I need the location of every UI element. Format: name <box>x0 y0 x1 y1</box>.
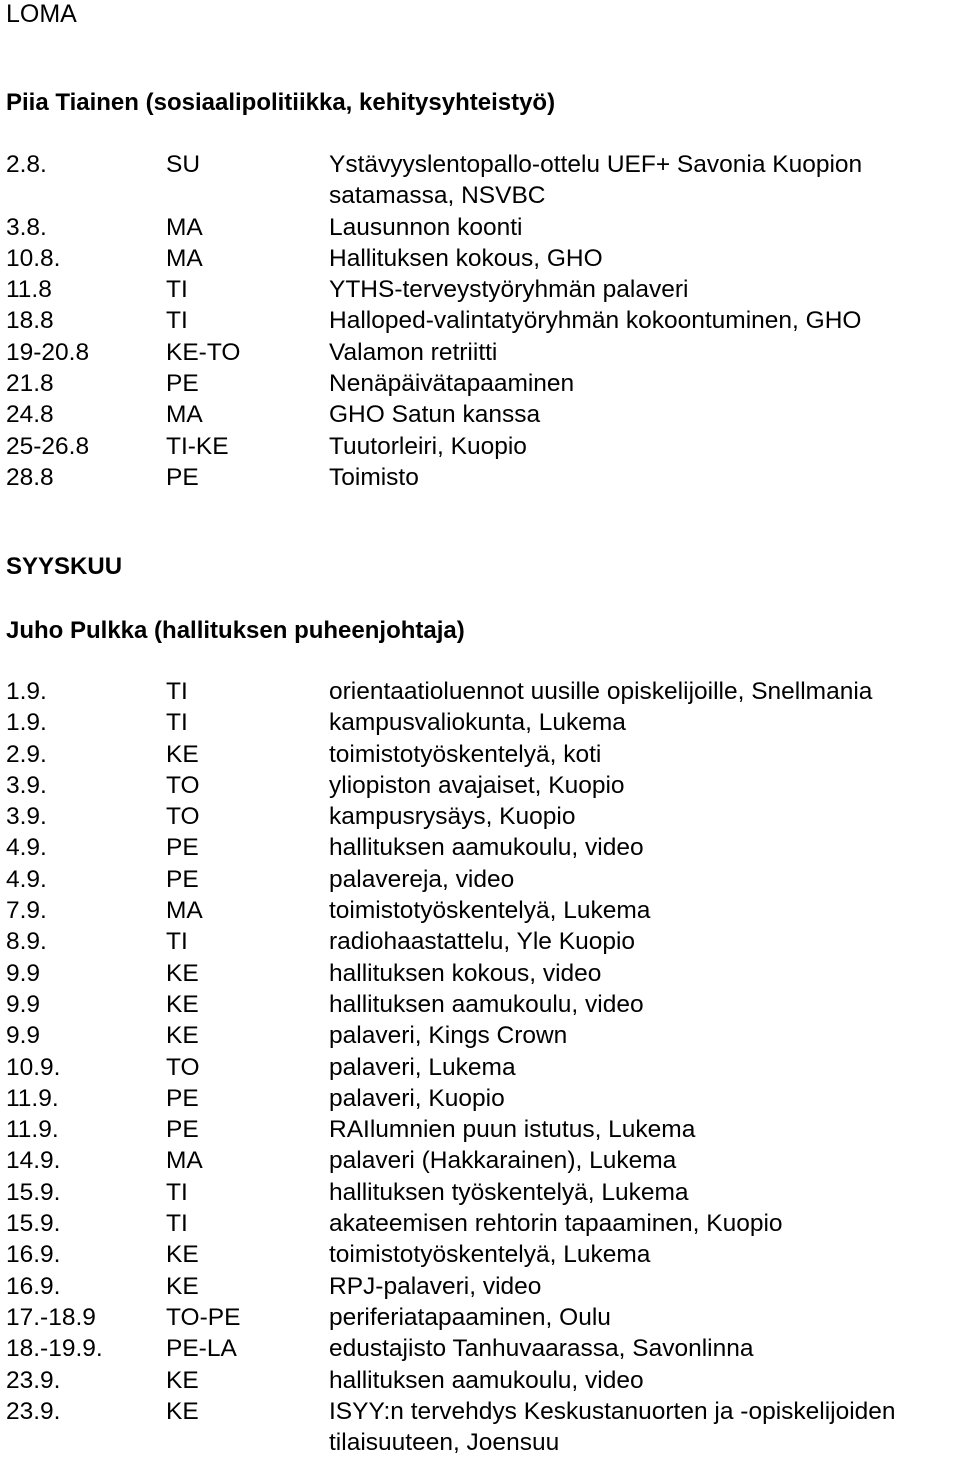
entry-day: KE <box>166 1397 199 1425</box>
entry-event: periferiatapaaminen, Oulu <box>329 1303 611 1331</box>
entry-day: PE-LA <box>166 1335 237 1363</box>
schedule-row <box>6 149 960 212</box>
entry-event: kampusrysäys, Kuopio <box>329 803 576 831</box>
entry-event: akateemisen rehtorin tapaaminen, Kuopio <box>329 1210 783 1238</box>
entry-day: KE <box>166 740 199 768</box>
entry-day: PE <box>166 1116 199 1144</box>
schedule-row <box>6 1145 960 1176</box>
entry-event: Nenäpäivätapaaminen <box>329 370 575 398</box>
entry-event: Tuutorleiri, Kuopio <box>329 432 527 460</box>
schedule-row <box>6 431 960 462</box>
entry-event: hallituksen kokous, video <box>329 959 602 987</box>
entry-date: 1.9. <box>6 709 47 737</box>
schedule-row <box>6 1052 960 1083</box>
entry-day: TO-PE <box>166 1303 241 1331</box>
schedule-row <box>6 243 960 274</box>
entry-date: 17.-18.9 <box>6 1303 96 1331</box>
schedule-row <box>6 274 960 305</box>
schedule-list-2 <box>6 676 960 1458</box>
schedule-row <box>6 739 960 770</box>
entry-date: 24.8 <box>6 401 54 429</box>
entry-day: TO <box>166 1053 200 1081</box>
month-title-loma: LOMA <box>6 0 77 28</box>
entry-event: yliopiston avajaiset, Kuopio <box>329 771 625 799</box>
schedule-row <box>6 958 960 989</box>
entry-date: 7.9. <box>6 897 47 925</box>
entry-date: 11.9. <box>6 1084 59 1112</box>
schedule-row <box>6 1302 960 1333</box>
entry-event: hallituksen aamukoulu, video <box>329 834 644 862</box>
entry-event: Valamon retriitti <box>329 338 498 366</box>
entry-date: 16.9. <box>6 1241 61 1269</box>
entry-date: 4.9. <box>6 834 47 862</box>
entry-day: TI <box>166 307 188 335</box>
entry-event: hallituksen työskentelyä, Lukema <box>329 1178 689 1206</box>
entry-day: KE <box>166 990 199 1018</box>
schedule-row <box>6 676 960 707</box>
entry-day: KE <box>166 959 199 987</box>
person-heading-2: Juho Pulkka (hallituksen puheenjohtaja) <box>6 617 465 644</box>
person-heading-1: Piia Tiainen (sosiaalipolitiikka, kehitysyhteistyö) <box>6 89 556 116</box>
schedule-row <box>6 1208 960 1239</box>
month-title-syyskuu: SYYSKUU <box>6 553 123 580</box>
entry-event: edustajisto Tanhuvaarassa, Savonlinna <box>329 1335 754 1363</box>
entry-date: 4.9. <box>6 865 47 893</box>
entry-event: palaveri (Hakkarainen), Lukema <box>329 1147 677 1175</box>
entry-event: radiohaastattelu, Yle Kuopio <box>329 928 636 956</box>
entry-date: 3.9. <box>6 771 47 799</box>
entry-date: 18.8 <box>6 307 54 335</box>
entry-day: PE <box>166 834 199 862</box>
entry-day: TI-KE <box>166 432 229 460</box>
entry-day: KE <box>166 1241 199 1269</box>
schedule-row <box>6 368 960 399</box>
entry-date: 3.8. <box>6 213 47 241</box>
entry-date: 11.9. <box>6 1116 59 1144</box>
entry-date: 23.9. <box>6 1366 61 1394</box>
entry-day: MA <box>166 1147 203 1175</box>
entry-day: TI <box>166 1178 188 1206</box>
entry-date: 16.9. <box>6 1272 61 1300</box>
entry-day: MA <box>166 401 203 429</box>
entry-event: GHO Satun kanssa <box>329 401 541 429</box>
entry-date: 2.9. <box>6 740 47 768</box>
entry-date: 9.9 <box>6 959 41 987</box>
schedule-row <box>6 864 960 895</box>
entry-event: palaveri, Kings Crown <box>329 1022 568 1050</box>
entry-event: RAIlumnien puun istutus, Lukema <box>329 1116 696 1144</box>
entry-day: PE <box>166 463 199 491</box>
entry-event: toimistotyöskentelyä, Lukema <box>329 897 651 925</box>
entry-date: 15.9. <box>6 1210 61 1238</box>
schedule-list-1 <box>6 149 960 493</box>
entry-date: 18.-19.9. <box>6 1335 103 1363</box>
entry-day: PE <box>166 370 199 398</box>
entry-day: TO <box>166 771 200 799</box>
entry-event: orientaatioluennot uusille opiskelijoille, Snellmania <box>329 678 873 705</box>
schedule-row <box>6 1365 960 1396</box>
schedule-row <box>6 1020 960 1051</box>
schedule-row <box>6 801 960 832</box>
entry-date: 21.8 <box>6 370 54 398</box>
schedule-row <box>6 1177 960 1208</box>
entry-day: TI <box>166 928 188 956</box>
schedule-row <box>6 1114 960 1145</box>
schedule-row <box>6 399 960 430</box>
entry-date: 15.9. <box>6 1178 61 1206</box>
schedule-row <box>6 707 960 738</box>
entry-event: Lausunnon koonti <box>329 213 523 241</box>
schedule-row <box>6 462 960 493</box>
schedule-row <box>6 1239 960 1270</box>
schedule-row <box>6 1396 960 1459</box>
entry-date: 10.8. <box>6 244 61 272</box>
entry-event: Halloped-valintatyöryhmän kokoontuminen, GHO <box>329 307 862 335</box>
entry-date: 28.8 <box>6 463 54 491</box>
entry-date: 14.9. <box>6 1147 61 1175</box>
entry-day: TI <box>166 709 188 737</box>
schedule-row <box>6 305 960 336</box>
entry-day: SU <box>166 151 201 178</box>
schedule-row <box>6 989 960 1020</box>
entry-day: KE-TO <box>166 338 241 366</box>
entry-day: MA <box>166 213 203 241</box>
schedule-row <box>6 770 960 801</box>
entry-date: 9.9 <box>6 1022 41 1050</box>
entry-event: YTHS-terveystyöryhmän palaveri <box>329 276 689 304</box>
entry-day: KE <box>166 1272 199 1300</box>
entry-event: Hallituksen kokous, GHO <box>329 244 603 272</box>
entry-event: RPJ-palaveri, video <box>329 1272 542 1300</box>
entry-event: palaveri, Kuopio <box>329 1084 505 1112</box>
entry-date: 3.9. <box>6 803 47 831</box>
entry-date: 25-26.8 <box>6 432 90 460</box>
entry-day: TI <box>166 1210 188 1238</box>
schedule-row <box>6 926 960 957</box>
entry-date: 19-20.8 <box>6 338 90 366</box>
schedule-row <box>6 895 960 926</box>
entry-day: PE <box>166 865 199 893</box>
entry-day: PE <box>166 1084 199 1112</box>
entry-event: kampusvaliokunta, Lukema <box>329 709 626 737</box>
entry-event: ISYY:n tervehdys Keskustanuorten ja -opiskelijoiden tilaisuuteen, Joensuu <box>329 1397 896 1457</box>
entry-date: 11.8 <box>6 276 52 304</box>
entry-day: MA <box>166 244 203 272</box>
entry-event: Ystävyyslentopallo-ottelu UEF+ Savonia Kuopion satamassa, NSVBC <box>329 151 863 210</box>
schedule-row <box>6 1083 960 1114</box>
entry-event: toimistotyöskentelyä, koti <box>329 740 602 768</box>
schedule-row <box>6 832 960 863</box>
entry-event: Toimisto <box>329 463 419 491</box>
entry-day: TI <box>166 276 188 304</box>
entry-date: 10.9. <box>6 1053 61 1081</box>
entry-event: palaveri, Lukema <box>329 1053 516 1081</box>
entry-event: toimistotyöskentelyä, Lukema <box>329 1241 651 1269</box>
entry-event: palavereja, video <box>329 865 515 893</box>
schedule-row <box>6 337 960 368</box>
entry-day: KE <box>166 1022 199 1050</box>
entry-date: 2.8. <box>6 151 47 178</box>
schedule-row <box>6 212 960 243</box>
entry-day: KE <box>166 1366 199 1394</box>
entry-day: MA <box>166 897 203 925</box>
entry-date: 23.9. <box>6 1397 61 1425</box>
entry-date: 8.9. <box>6 928 47 956</box>
schedule-row <box>6 1333 960 1364</box>
entry-day: TO <box>166 803 200 831</box>
entry-event: hallituksen aamukoulu, video <box>329 990 644 1018</box>
entry-date: 9.9 <box>6 990 41 1018</box>
schedule-row <box>6 1271 960 1302</box>
entry-date: 1.9. <box>6 678 47 705</box>
entry-day: TI <box>166 678 188 705</box>
entry-event: hallituksen aamukoulu, video <box>329 1366 644 1394</box>
